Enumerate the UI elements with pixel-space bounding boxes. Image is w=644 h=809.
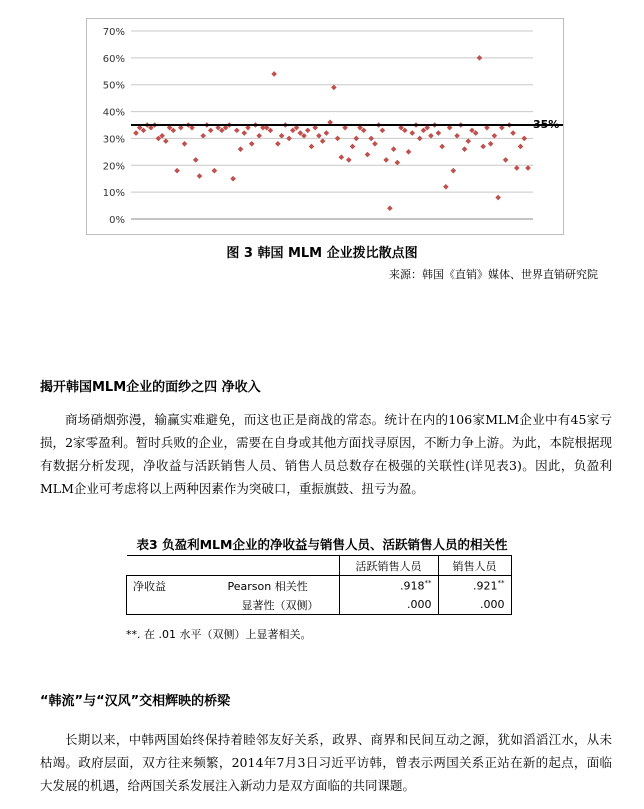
- data-point: [335, 136, 341, 142]
- data-point: [271, 71, 277, 77]
- table-header-row: [127, 556, 512, 576]
- data-point: [368, 136, 374, 142]
- data-point: [182, 141, 188, 147]
- data-point: [372, 141, 378, 147]
- data-point: [451, 168, 457, 174]
- table-row: [127, 576, 512, 596]
- data-point: [454, 133, 460, 139]
- data-point: [309, 144, 315, 150]
- table-note: **. 在 .01 水平（双侧）上显著相关。: [126, 628, 312, 641]
- data-point: [439, 144, 445, 150]
- table-row: [127, 595, 512, 615]
- data-point: [495, 195, 501, 201]
- y-tick-label: 30%: [102, 134, 125, 146]
- data-point: [320, 138, 326, 144]
- data-point: [324, 130, 330, 136]
- reference-line-label: 35%: [533, 118, 560, 131]
- y-tick-label: 20%: [102, 161, 125, 173]
- data-point: [339, 154, 345, 160]
- data-point: [212, 168, 218, 174]
- scatter-chart: [86, 18, 564, 235]
- data-point: [477, 55, 483, 61]
- data-point: [514, 165, 520, 171]
- col-header-sales: 销售人员: [438, 556, 511, 576]
- sig-active: .000: [339, 595, 438, 615]
- data-point: [417, 136, 423, 142]
- data-point: [428, 133, 434, 139]
- data-point: [406, 149, 412, 155]
- data-point: [383, 157, 389, 163]
- data-point: [316, 133, 322, 139]
- sig-mark: **: [424, 578, 432, 587]
- data-point: [305, 128, 311, 134]
- data-point: [193, 157, 199, 163]
- data-point: [275, 141, 281, 147]
- data-point: [286, 136, 292, 142]
- data-point: [256, 133, 262, 139]
- data-point: [241, 130, 247, 136]
- data-point: [436, 130, 442, 136]
- figure-source: 来源：韩国《直销》媒体、世界直销研究院: [389, 268, 598, 281]
- data-point: [525, 165, 531, 171]
- pearson-sales: .921: [473, 579, 498, 593]
- table-caption: 表3 负盈利MLM企业的净收益与销售人员、活跃销售人员的相关性: [136, 537, 508, 552]
- data-point: [380, 128, 386, 134]
- y-tick-label: 70%: [102, 27, 125, 38]
- data-point: [353, 136, 359, 142]
- sig-mark: **: [497, 578, 505, 587]
- y-tick-label: 0%: [109, 215, 125, 226]
- data-point: [521, 136, 527, 142]
- y-tick-label: 40%: [102, 107, 125, 119]
- section-paragraph-bridge: 长期以来，中韩两国始终保持着睦邻友好关系，政界、商界和民间互动之源，犹如滔滔江水，从未枯竭。政府层面，双方往来频繁，2014年7月3日习近平访韩，曾表示两国关系正站在新的起点，面临大发展的机遇，给两国关系发展注入新动力是双方面临的共同课题。: [40, 732, 612, 793]
- data-point: [391, 146, 397, 152]
- data-point: [331, 85, 337, 91]
- y-axis-ticks: [103, 27, 125, 226]
- data-point: [249, 141, 255, 147]
- data-point: [230, 176, 236, 182]
- data-point: [365, 152, 371, 158]
- data-point: [133, 130, 139, 136]
- data-point: [465, 138, 471, 144]
- data-point: [395, 160, 401, 166]
- data-point: [346, 157, 352, 163]
- data-point: [200, 133, 206, 139]
- data-point: [163, 138, 169, 144]
- data-point: [503, 157, 509, 163]
- data-point: [238, 146, 244, 152]
- data-point: [492, 133, 498, 139]
- stat-label: 显著性（双侧）: [222, 595, 340, 615]
- pearson-active: .918: [400, 579, 425, 593]
- sig-sales: .000: [438, 595, 511, 615]
- data-point: [409, 130, 415, 136]
- data-point: [480, 144, 486, 150]
- section-heading-net-income: 揭开韩国MLM企业的面纱之四 净收入: [40, 380, 261, 395]
- data-point: [387, 205, 393, 211]
- correlation-table: [126, 555, 512, 615]
- chart-canvas: [87, 19, 563, 234]
- row-label: 净收益: [127, 576, 222, 596]
- data-point: [443, 184, 449, 190]
- data-point: [279, 133, 285, 139]
- y-tick-label: 50%: [102, 80, 125, 92]
- data-points: [133, 55, 531, 211]
- data-point: [234, 128, 240, 134]
- data-point: [462, 146, 468, 152]
- data-point: [488, 141, 494, 147]
- data-point: [174, 168, 180, 174]
- col-header-active-sales: 活跃销售人员: [339, 556, 438, 576]
- data-point: [197, 173, 203, 179]
- figure-caption: 图 3 韩国 MLM 企业拨比散点图: [226, 246, 418, 261]
- section-paragraph-net-income: 商场硝烟弥漫，输赢实难避免，而这也正是商战的常态。统计在内的106家MLM企业中有45家亏损，2家零盈利。暂时兵败的企业，需要在自身或其他方面找寻原因，不断力争上游。为此，本院根据现有数据分析发现，净收益与活跃销售人员、销售人员总数存在极强的关联性(详见表3)。因此，负盈利MLM企业可考虑将以上两种因素作为突破口，重振旗鼓、扭亏为盈。: [40, 412, 612, 496]
- y-tick-label: 60%: [102, 53, 125, 65]
- stat-label: Pearson 相关性: [222, 576, 340, 596]
- data-point: [518, 144, 524, 150]
- section-heading-bridge: “韩流”与“汉风”交相辉映的桥梁: [40, 694, 231, 709]
- data-point: [208, 128, 214, 134]
- data-point: [510, 130, 516, 136]
- data-point: [350, 144, 356, 150]
- y-tick-label: 10%: [102, 188, 125, 200]
